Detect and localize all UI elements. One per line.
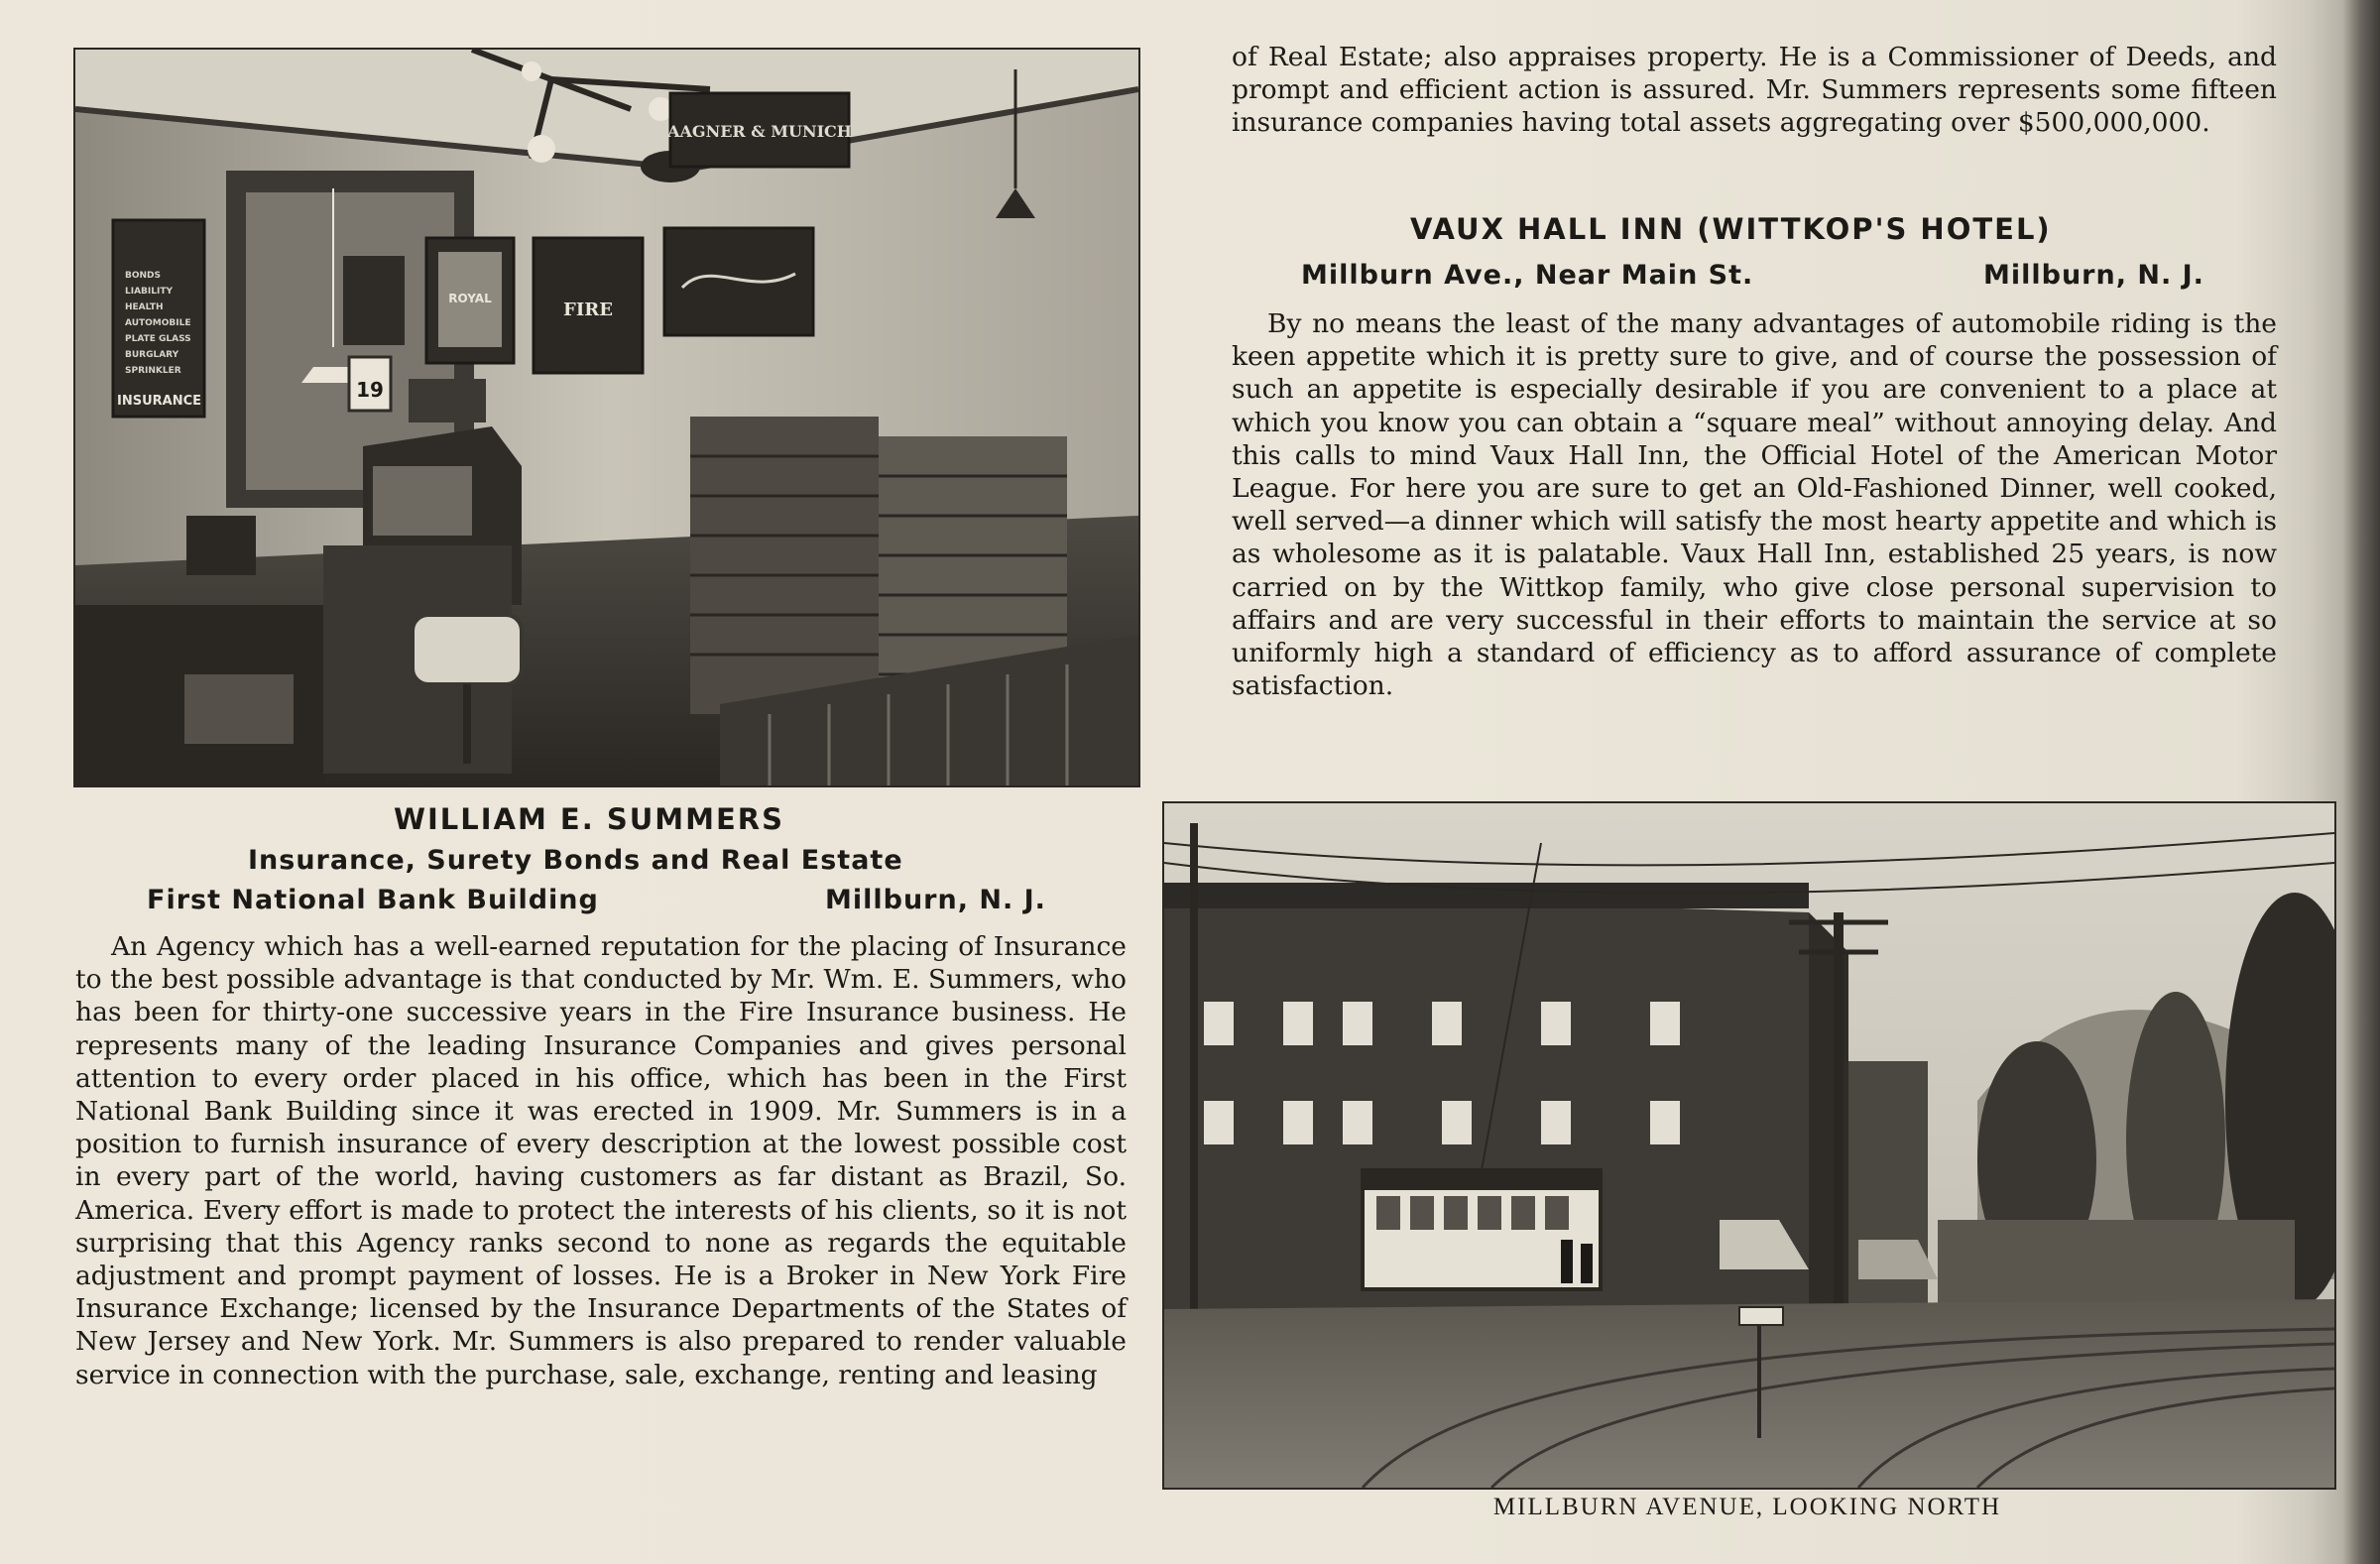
office-interior-photo [73, 48, 1140, 787]
poster-insurance-label: INSURANCE [117, 394, 202, 409]
royal-sign-label: ROYAL [448, 292, 492, 305]
millburn-avenue-photo [1162, 801, 2336, 1490]
svg-text:AUTOMOBILE: AUTOMOBILE [125, 318, 191, 328]
vaux-hall-address-street: Millburn Ave., Near Main St. [1301, 260, 1754, 291]
summers-heading: WILLIAM E. SUMMERS [394, 802, 785, 836]
summers-address-city: Millburn, N. J. [825, 885, 1046, 915]
svg-text:BONDS: BONDS [125, 271, 161, 281]
office-sign-number: 19 [356, 378, 384, 402]
vaux-hall-body-text: By no means the least of the many advantages of automobile riding is the keen appetite which it is pretty sure to give, and of course the possession of such an appetite is especially desirable if you are convenient to a place at which you know you can obtain a “square meal” without annoying delay. And this calls to mind Vaux Hall Inn, the Official Hotel of the American Motor League. For here you are sure to get an Old-Fashioned Dinner, well cooked, well served—a dinner which will satisfy the most hearty appetite and which is as wholesome as it is palatable. Vaux Hall Inn, established 25 years, is now carried on by the Wittkop family, who give close personal supervision to affairs and are very successful in their efforts to maintain the service at so uniformly high a standard of efficiency as to afford assurance of complete satisfaction. [1232, 308, 2277, 702]
summers-body-text: An Agency which has a well-earned reputation for the placing of Insurance to the best possible advantage is that conducted by Mr. Wm. E. Summers, who has been for thirty-one successive years in the Fire Insurance business. He represents many of the leading Insurance Companies and gives personal attention to every order placed in his office, which has been in the First National Bank Building since it was erected in 1909. Mr. Summers is in a position to furnish insurance of every description at the lowest possible cost in every part of the world, having customers as far distant as Brazil, So. America. Every effort is made to protect the interests of his clients, so it is not surprising that this Agency ranks second to none as regards the equitable adjustment and prompt payment of losses. He is a Broker in New York Fire Insurance Exchange; licensed by the Insurance Departments of the States of New Jersey and New York. Mr. Summers is also prepared to render valuable service in connection with the purchase, sale, exchange, renting and leasing [75, 931, 1127, 1390]
summers-subheading: Insurance, Surety Bonds and Real Estate [248, 845, 903, 876]
vaux-hall-address-city: Millburn, N. J. [1983, 260, 2204, 291]
summers-address-building: First National Bank Building [147, 885, 599, 915]
summers-continued-text: of Real Estate; also appraises property. He is a Commissioner of Deeds, and prompt and efficient action is assured. Mr. Summers represents some fifteen insurance companies having total assets aggregating over $500,000,000. [1232, 42, 2277, 139]
street-scene-illustration [1164, 803, 2334, 1488]
fire-sign-label: FIRE [563, 300, 613, 320]
svg-text:BURGLARY: BURGLARY [125, 350, 179, 360]
office-interior-illustration [75, 50, 1138, 785]
svg-text:SPRINKLER: SPRINKLER [125, 366, 181, 376]
vaux-hall-heading: VAUX HALL INN (WITTKOP'S HOTEL) [1410, 212, 2052, 246]
svg-text:HEALTH: HEALTH [125, 302, 164, 312]
svg-text:PLATE GLASS: PLATE GLASS [125, 334, 191, 344]
svg-text:LIABILITY: LIABILITY [125, 287, 173, 297]
street-photo-caption: MILLBURN AVENUE, LOOKING NORTH [1492, 1494, 2002, 1520]
agency-sign-label: AAGNER & MUNICH [667, 122, 852, 141]
book-spine-edge [2342, 0, 2380, 1564]
